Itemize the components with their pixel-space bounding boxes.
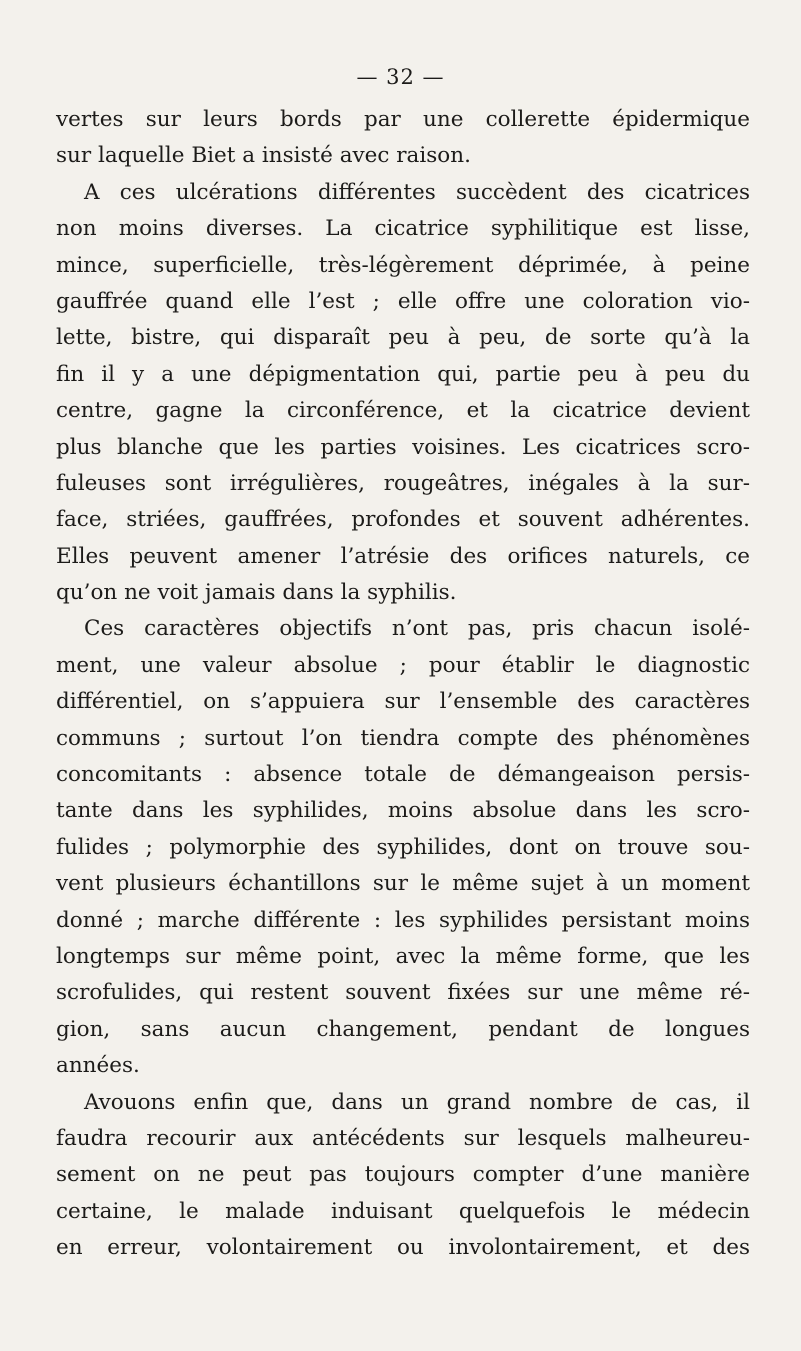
text-line: plus blanche que les parties voisines. Les cicatrices scro- xyxy=(56,434,750,460)
text-line: non moins diverses. La cicatrice syphilitique est lisse, xyxy=(56,216,750,242)
text-line: fulides ; polymorphie des syphilides, dont on trouve sou- xyxy=(56,834,750,860)
text-line: sement on ne peut pas toujours compter d’une manière xyxy=(56,1162,750,1188)
text-line: certaine, le malade induisant quelquefois le médecin xyxy=(56,1198,750,1224)
text-line: mince, superficielle, très-légèrement déprimée, à peine xyxy=(56,252,750,278)
text-line: qu’on ne voit jamais dans la syphilis. xyxy=(56,580,457,606)
text-line: sur laquelle Biet a insisté avec raison. xyxy=(56,143,471,169)
text-line: A ces ulcérations différentes succèdent des cicatrices xyxy=(84,179,750,205)
text-line: face, striées, gauffrées, profondes et souvent adhérentes. xyxy=(56,507,750,533)
text-line: centre, gagne la circonférence, et la cicatrice devient xyxy=(56,398,750,424)
text-line: Elles peuvent amener l’atrésie des orifices naturels, ce xyxy=(56,543,750,569)
text-line: longtemps sur même point, avec la même forme, que les xyxy=(56,943,750,969)
page-number: — 32 — xyxy=(356,65,445,89)
text-line: différentiel, on s’appuiera sur l’ensemble des caractères xyxy=(56,689,750,715)
text-line: fin il y a une dépigmentation qui, partie peu à peu du xyxy=(56,361,750,387)
text-line: concomitants : absence totale de démangeaison persis- xyxy=(56,762,750,788)
text-line: communs ; surtout l’on tiendra compte des phénomènes xyxy=(56,725,750,751)
text-line: ment, une valeur absolue ; pour établir le diagnostic xyxy=(56,652,750,678)
text-line: faudra recourir aux antécédents sur lesquels malheureu- xyxy=(56,1125,750,1151)
text-line: vertes sur leurs bords par une collerette épidermique xyxy=(56,107,750,132)
text-line: Avouons enfin que, dans un grand nombre de cas, il xyxy=(84,1089,750,1115)
text-line: Ces caractères objectifs n’ont pas, pris chacun isolé- xyxy=(84,616,750,642)
text-line: en erreur, volontairement ou involontairement, et des xyxy=(56,1235,750,1261)
body-text xyxy=(56,102,750,1267)
text-line: scrofulides, qui restent souvent fixées sur une même ré- xyxy=(56,980,750,1006)
text-line: fuleuses sont irrégulières, rougeâtres, inégales à la sur- xyxy=(56,470,750,496)
text-line: lette, bistre, qui disparaît peu à peu, de sorte qu’à la xyxy=(56,325,750,351)
text-line: vent plusieurs échantillons sur le même sujet à un moment xyxy=(56,871,750,897)
text-line: années. xyxy=(56,1053,140,1079)
text-line: gauffrée quand elle l’est ; elle offre une coloration vio- xyxy=(56,288,750,314)
text-line: tante dans les syphilides, moins absolue dans les scro- xyxy=(56,798,750,824)
text-line: gion, sans aucun changement, pendant de longues xyxy=(56,1016,750,1042)
text-line: donné ; marche différente : les syphilides persistant moins xyxy=(56,907,750,933)
